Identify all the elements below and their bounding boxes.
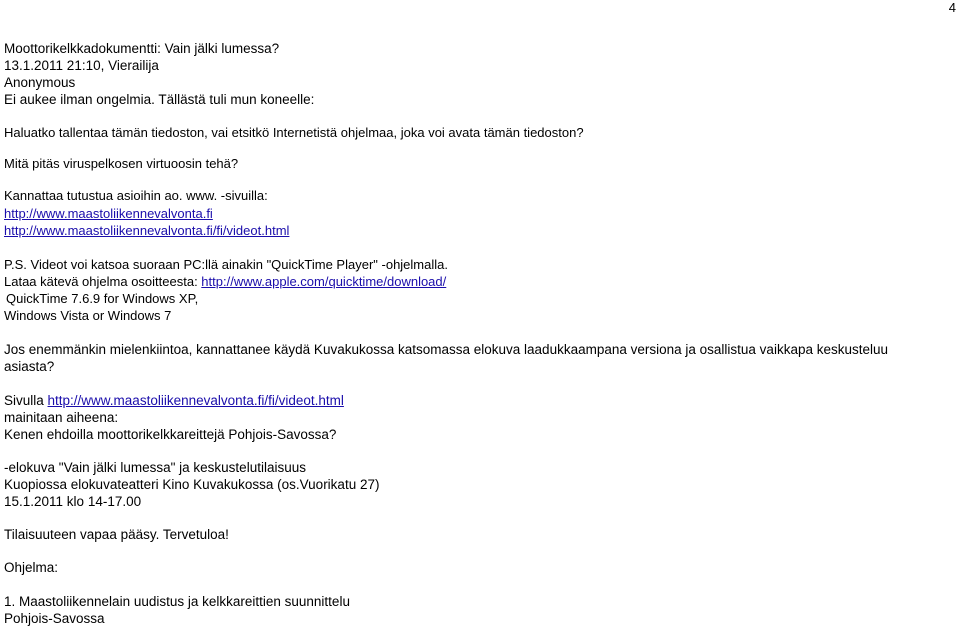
dialog-question: Haluatko tallentaa tämän tiedoston, vai etsitkö Internetistä ohjelmaa, joka voi avata tämän tiedoston? [4, 125, 584, 140]
event-line-2: Kuopiossa elokuvateatteri Kino Kuvakukossa (os.Vuorikatu 27) [4, 477, 380, 492]
download-line [4, 274, 446, 290]
virus-question: Mitä pitäs viruspelkosen virtuoosin tehä? [4, 156, 239, 171]
post-author: Anonymous [4, 75, 76, 90]
post-title: Moottorikelkkadokumentti: Vain jälki lumessa? [4, 41, 280, 56]
download-prefix: Lataa kätevä ohjelma osoitteesta: [4, 274, 202, 289]
mainitaan-line: mainitaan aiheena: [4, 410, 119, 425]
maastoliikenne-link[interactable]: http://www.maastoliikennevalvonta.fi [4, 206, 213, 221]
sivulla-line [4, 393, 344, 409]
paragraph-line-1: Jos enemmänkin mielenkiintoa, kannattanee käydä Kuvakukossa katsomassa elokuva laadukkaampana versiona ja osallistua vaikkapa keskusteluu [4, 342, 889, 357]
windows-versions: Windows Vista or Windows 7 [4, 308, 172, 323]
videot-link[interactable]: http://www.maastoliikennevalvonta.fi/fi/videot.html [4, 223, 290, 238]
ps-line: P.S. Videot voi katsoa suoraan PC:llä ainakin "QuickTime Player" -ohjelmalla. [4, 257, 448, 272]
event-line-3: 15.1.2011 klo 14-17.00 [4, 494, 142, 509]
post-timestamp: 13.1.2011 21:10, Vierailija [4, 58, 159, 73]
sivulla-prefix: Sivulla [4, 393, 48, 408]
kenen-line: Kenen ehdoilla moottorikelkkareittejä Pohjois-Savossa? [4, 427, 337, 442]
sivulla-videot-link[interactable]: http://www.maastoliikennevalvonta.fi/fi/videot.html [47, 393, 344, 408]
ohjelma-heading: Ohjelma: [4, 560, 59, 575]
post-text: Ei aukee ilman ongelmia. Tällästä tuli mun koneelle: [4, 92, 315, 107]
event-line-1: -elokuva "Vain jälki lumessa" ja keskustelutilaisuus [4, 460, 306, 475]
program-line-2: Pohjois-Savossa [4, 611, 105, 626]
program-line-1: 1. Maastoliikennelain uudistus ja kelkkareittien suunnittelu [4, 594, 350, 609]
page-number: 4 [948, 0, 956, 15]
tilaisuuteen-line: Tilaisuuteen vapaa pääsy. Tervetuloa! [4, 527, 229, 542]
quicktime-download-link[interactable]: http://www.apple.com/quicktime/download/ [201, 274, 447, 289]
quicktime-version: QuickTime 7.6.9 for Windows XP, [6, 291, 199, 306]
reply-intro: Kannattaa tutustua asioihin ao. www. -sivuilla: [4, 188, 268, 203]
paragraph-line-2: asiasta? [4, 359, 55, 374]
